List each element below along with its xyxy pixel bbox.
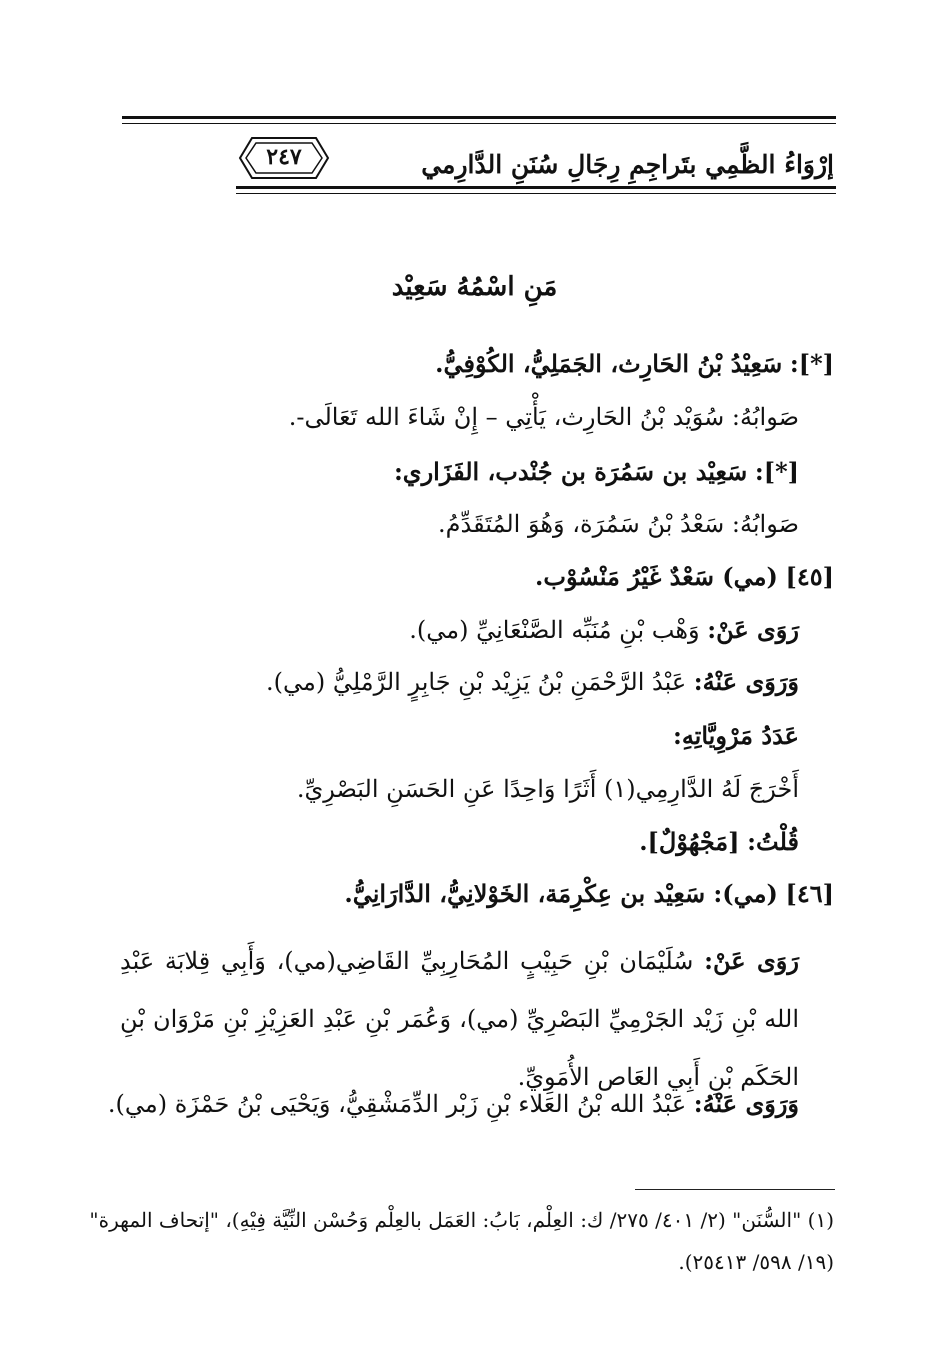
entry-marker: [*]: [754,457,799,486]
entry-marker: [٤٥] [785,562,834,591]
entry-text: سَعْدُ بْنُ سَمُرَة، وَهُوَ المُتَقَدِّمُ. [438,510,725,538]
entry-narrated-by [266,668,799,697]
entry-correction [289,403,799,432]
entry-text: عَبْدُ الله بْنُ العَلاء بْنِ زَبْر الدِّمَشْقِيُّ، وَيَحْيَى بْنُ حَمْزَة (مي). [107,1090,687,1118]
entry-name: (مي) سَعْدٌ غَيْرُ مَنْسُوْب. [535,562,778,591]
header-rule-bottom [236,186,836,189]
entry-label: رَوَى عَنْ: [707,615,799,644]
entry-name: سَعِيْدُ بْنُ الحَارِث، الجَمَلِيُّ، الكُوْفِيُّ. [435,349,783,378]
entry-narration-text [297,775,799,804]
entry-text: سُلَيْمَان بْنِ حَبِيْبٍ المُحَارِبِيِّ القَاضِي(مي)، وَأَبِي قِلابَة عَبْدِ الله بْنِ زَيْد الجَرْمِيِّ البَصْرِيِّ (مي)، وَعُمَر بْنِ عَبْدِ العَزِيْزِ بْنِ مَرْوَان بْنِ الحَكَم بْنِ أَبِي العَاص الأُمَوِيِّ. [120,947,799,1091]
entry-narration-count [673,722,799,751]
footnote-line: (١٩/ ٥٩٨/ ٢٥٤١٣). [678,1250,834,1274]
entry-label: عَدَدُ مَرْوِيَّاتِهِ: [672,721,799,750]
entry-label: صَوابُهُ: [731,403,799,431]
entry-label: رَوَى عَنْ: [704,946,799,975]
running-header-title: إرْوَاءُ الظَّمِي بتَراجِمِ رِجَالِ سُنَنِ الدَّارِمي [421,150,834,179]
header-rule-bottom-thin [236,193,836,194]
entry-narrated-by [108,1090,799,1119]
section-title: مَنِ اسْمُهُ سَعِيْد [391,272,558,302]
entry-marker: [*]: [789,349,834,378]
entry-heading [394,458,799,487]
entry-heading [344,880,834,909]
entry-label: قُلْتُ: [747,827,799,856]
entry-label: صَوابُهُ: [731,510,799,538]
header-rule-top-thin [122,123,836,124]
entry-heading [535,563,834,592]
entry-text: أَخْرَجَ لَهُ الدَّارِمِي(١) أَثَرًا وَاحِدًا عَنِ الحَسَنِ البَصْرِيِّ. [296,775,799,803]
entry-correction [438,510,799,539]
entry-name: (مي): سَعِيْد بن عِكْرِمَة، الخَوْلانِيُّ، الدَّارَانِيُّ. [344,879,778,908]
entry-text: عَبْدُ الرَّحْمَنِ بْنُ يَزِيْد بْنِ جَابِرٍ الرَّمْلِيُّ (مي). [265,668,687,696]
footnote-line: (١) "السُّنَن" (٢/ ٤٠١/ ٢٧٥/ ك: العِلْم، بَابُ: العَمَل بالعِلْم وَحُسْن النِّيَّة فِيْهِ)، "إتحاف المهرة" [89,1208,834,1232]
entry-heading [435,350,834,379]
entry-label: وَرَوَى عَنْهُ: [693,667,799,696]
entry-narrated-from [120,932,799,1106]
entry-label: وَرَوَى عَنْهُ: [693,1089,799,1118]
entry-text: سُوَيْد بْنُ الحَارِث، يَأْتِي – إِنْ شَاءَ الله تَعَالَى-. [288,403,725,431]
entry-name: سَعِيْد بن سَمُرَة بن جُنْدب، الفَزَاري: [393,457,748,486]
page-number-badge [238,134,330,182]
entry-narrated-from [409,616,799,645]
footnote-rule [635,1189,835,1190]
entry-text: وَهْب بْنِ مُنَبِّه الصَّنْعَانِيِّ (مي). [409,616,700,644]
header-rule-top [122,116,836,119]
entry-marker: [٤٦] [785,879,834,908]
entry-text: [مَجْهُوْلٌ]. [639,827,740,856]
entry-verdict [639,828,799,857]
page-number: ٢٤٧ [266,144,302,170]
